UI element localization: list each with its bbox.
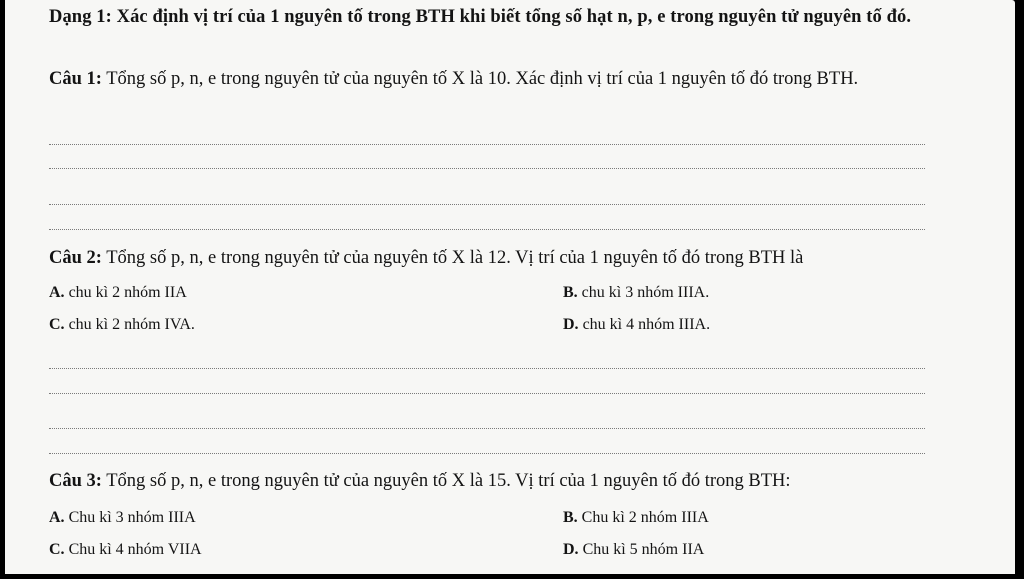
answer-line bbox=[49, 453, 925, 454]
option-label: B. bbox=[563, 509, 578, 526]
question-2-option-a bbox=[49, 284, 187, 302]
option-label: B. bbox=[563, 284, 578, 301]
answer-line bbox=[49, 368, 925, 369]
option-label: A. bbox=[49, 509, 65, 526]
question-3-option-c bbox=[49, 541, 202, 559]
option-label: C. bbox=[49, 541, 65, 558]
option-text: chu kì 2 nhóm IVA. bbox=[64, 316, 195, 333]
question-1-text: Tổng số p, n, e trong nguyên tử của nguyên tố X là 10. Xác định vị trí của 1 nguyên tố đó trong BTH. bbox=[101, 69, 859, 89]
question-3-option-d bbox=[563, 541, 704, 559]
answer-line bbox=[49, 229, 925, 230]
section-heading: Dạng 1: Xác định vị trí của 1 nguyên tố trong BTH khi biết tổng số hạt n, p, e trong nguyên tử nguyên tố đó. bbox=[49, 7, 912, 27]
question-1-label: Câu 1: bbox=[49, 69, 102, 89]
question-2-label: Câu 2: bbox=[49, 248, 102, 268]
option-text: Chu kì 5 nhóm IIA bbox=[578, 541, 705, 558]
option-text: Chu kì 2 nhóm IIIA bbox=[577, 509, 709, 526]
option-label: C. bbox=[49, 316, 65, 333]
question-2-option-b bbox=[563, 284, 709, 302]
option-text: chu kì 4 nhóm IIIA. bbox=[578, 316, 711, 333]
question-3-label: Câu 3: bbox=[49, 471, 102, 491]
option-text: chu kì 3 nhóm IIIA. bbox=[577, 284, 710, 301]
question-2-option-d bbox=[563, 316, 710, 334]
question-2-option-c bbox=[49, 316, 195, 334]
answer-line bbox=[49, 144, 925, 145]
question-3-text: Tổng số p, n, e trong nguyên tử của nguyên tố X là 15. Vị trí của 1 nguyên tố đó trong BTH: bbox=[101, 471, 791, 491]
question-3-option-a bbox=[49, 509, 196, 527]
answer-line bbox=[49, 428, 925, 429]
option-text: Chu kì 3 nhóm IIIA bbox=[64, 509, 196, 526]
option-text: Chu kì 4 nhóm VIIA bbox=[64, 541, 202, 558]
answer-line bbox=[49, 204, 925, 205]
question-3-option-b bbox=[563, 509, 709, 527]
option-label: D. bbox=[563, 541, 579, 558]
option-text: chu kì 2 nhóm IIA bbox=[64, 284, 187, 301]
document-page bbox=[5, 0, 1015, 574]
answer-line bbox=[49, 393, 925, 394]
option-label: D. bbox=[563, 316, 579, 333]
question-1 bbox=[49, 66, 939, 92]
option-label: A. bbox=[49, 284, 65, 301]
answer-line bbox=[49, 168, 925, 169]
question-2 bbox=[49, 245, 939, 271]
question-3 bbox=[49, 468, 939, 494]
question-2-text: Tổng số p, n, e trong nguyên tử của nguyên tố X là 12. Vị trí của 1 nguyên tố đó trong BTH là bbox=[101, 248, 804, 268]
